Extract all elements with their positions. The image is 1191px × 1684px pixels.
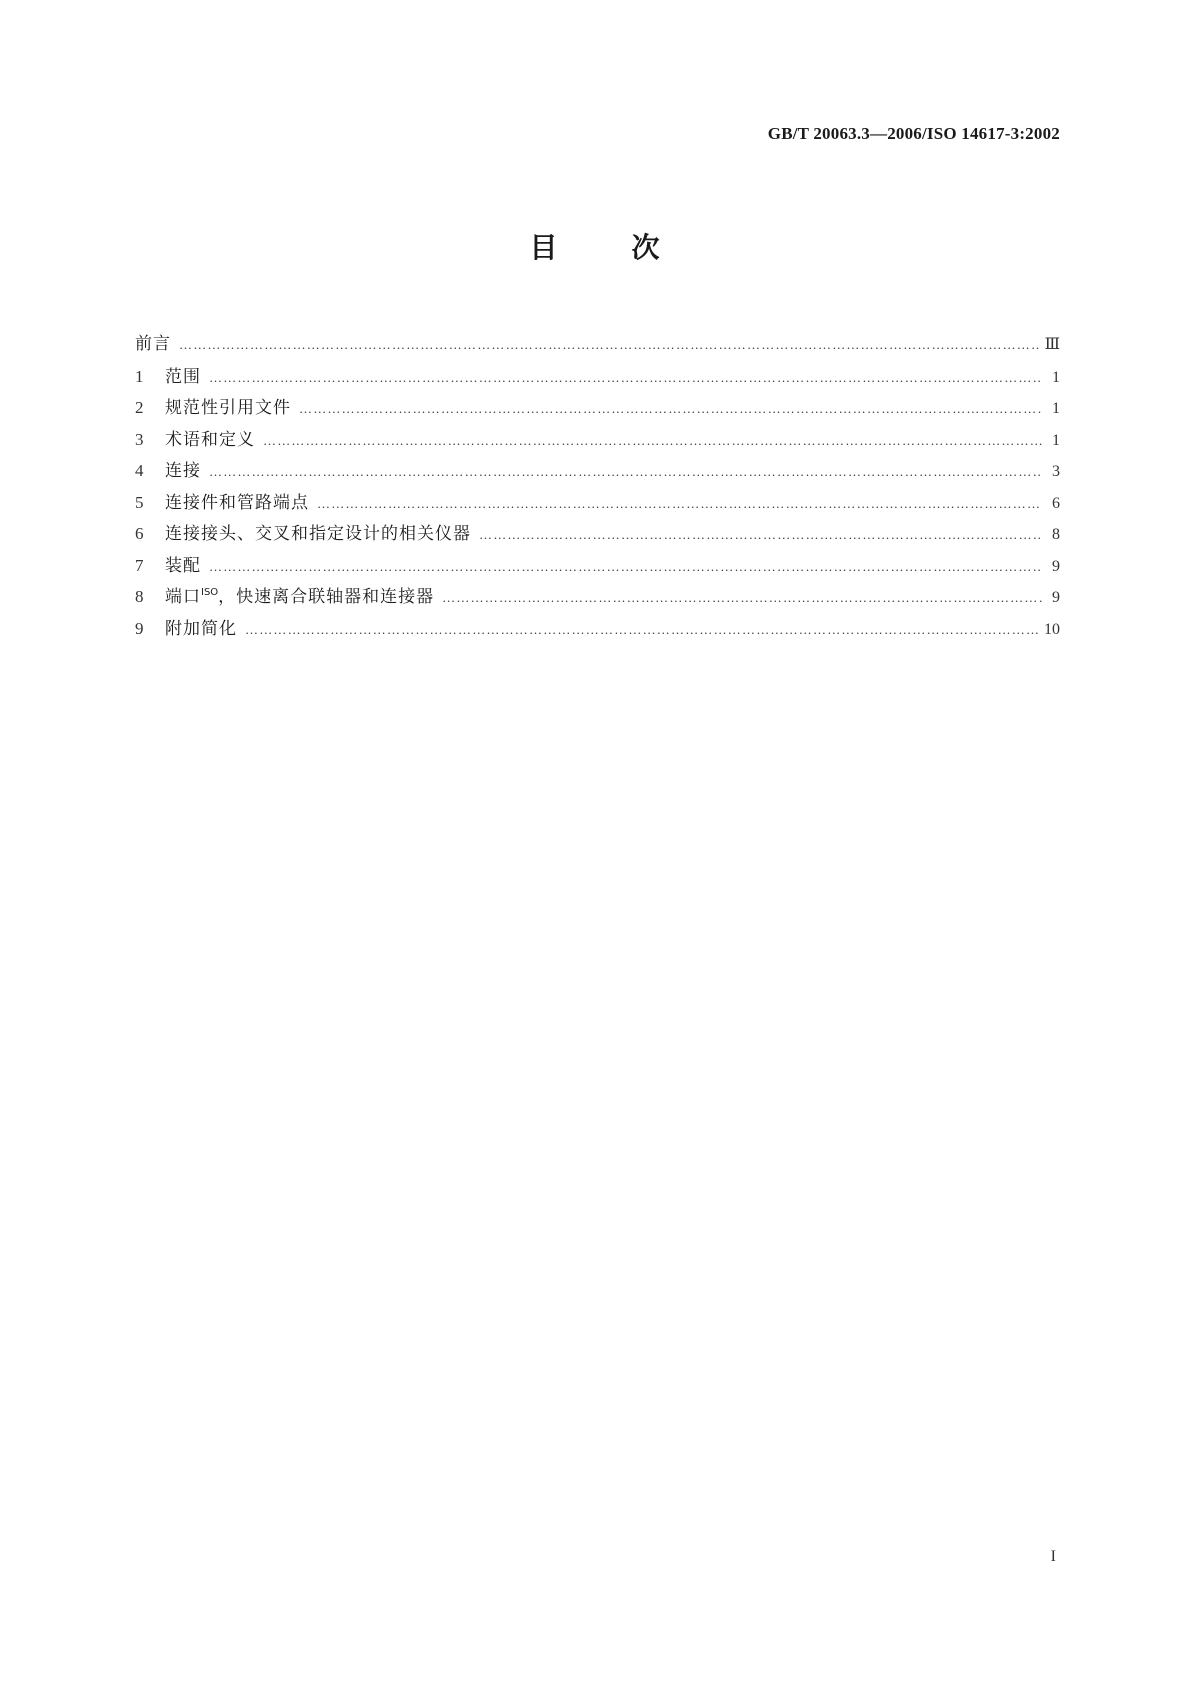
toc-leader-dots (263, 425, 1042, 457)
toc-entry-1[interactable] (135, 361, 1060, 393)
toc-number: 2 (135, 398, 144, 417)
toc-page-number: 9 (1052, 589, 1060, 606)
toc-title: 连接件和管路端点 (165, 492, 309, 513)
standard-code-header: GB/T 20063.3—2006/ISO 14617-3:2002 (767, 124, 1060, 143)
toc-page-number: 8 (1052, 526, 1060, 543)
toc-title: 术语和定义 (165, 429, 255, 450)
toc-entry-foreword[interactable] (135, 329, 1060, 361)
toc-number: 1 (135, 366, 144, 386)
page-title (0, 226, 1191, 266)
toc-entry-2[interactable] (135, 392, 1060, 424)
toc-page-number: 6 (1052, 494, 1060, 512)
toc-leader-dots (317, 488, 1042, 520)
toc-entry-9[interactable] (135, 613, 1060, 645)
page-number-footer: I (1050, 1548, 1056, 1565)
toc-leader-dots (245, 614, 1038, 646)
toc-superscript: ISO (201, 587, 219, 598)
toc-leader-dots (209, 362, 1042, 394)
toc-title: 端口$^{ISO}$，快速离合联轴器和连接器 (165, 587, 435, 607)
toc-entry-8[interactable] (135, 581, 1060, 613)
toc-number: 3 (135, 429, 144, 449)
toc-entry-6[interactable] (135, 518, 1060, 550)
toc-title: 连接 (165, 461, 201, 481)
toc-page-number: 10 (1044, 620, 1060, 638)
title-char-1: 目 (529, 231, 560, 264)
title-char-2: 次 (631, 231, 662, 264)
toc-page-number: 1 (1052, 431, 1060, 449)
toc-number: 6 (135, 524, 144, 543)
table-of-contents (135, 329, 1060, 644)
toc-page-number: Ⅲ (1044, 336, 1060, 353)
toc-leader-dots (209, 551, 1042, 583)
toc-page-number: 9 (1052, 557, 1060, 575)
toc-title: 装配 (165, 555, 201, 576)
toc-title: 附加简化 (165, 618, 237, 639)
toc-page-number: 3 (1052, 463, 1060, 480)
toc-leader-dots (209, 456, 1042, 488)
toc-number: 9 (135, 618, 144, 638)
toc-leader-dots (442, 582, 1042, 614)
toc-number: 7 (135, 555, 144, 575)
toc-title: 连接接头、交叉和指定设计的相关仪器 (165, 524, 471, 544)
toc-entry-5[interactable] (135, 487, 1060, 519)
toc-title: 规范性引用文件 (165, 398, 291, 418)
toc-page-number: 1 (1052, 400, 1060, 417)
toc-leader-dots (479, 519, 1042, 551)
toc-leader-dots (299, 393, 1042, 425)
toc-number: 5 (135, 492, 144, 512)
toc-entry-4[interactable] (135, 455, 1060, 487)
toc-title: 范围 (165, 366, 201, 387)
toc-entry-7[interactable] (135, 550, 1060, 582)
toc-entry-3[interactable] (135, 424, 1060, 456)
toc-page-number: 1 (1052, 368, 1060, 386)
toc-number: 8 (135, 587, 144, 606)
toc-title: 前言 (135, 334, 171, 354)
toc-number: 4 (135, 461, 144, 480)
toc-leader-dots (179, 329, 1039, 361)
